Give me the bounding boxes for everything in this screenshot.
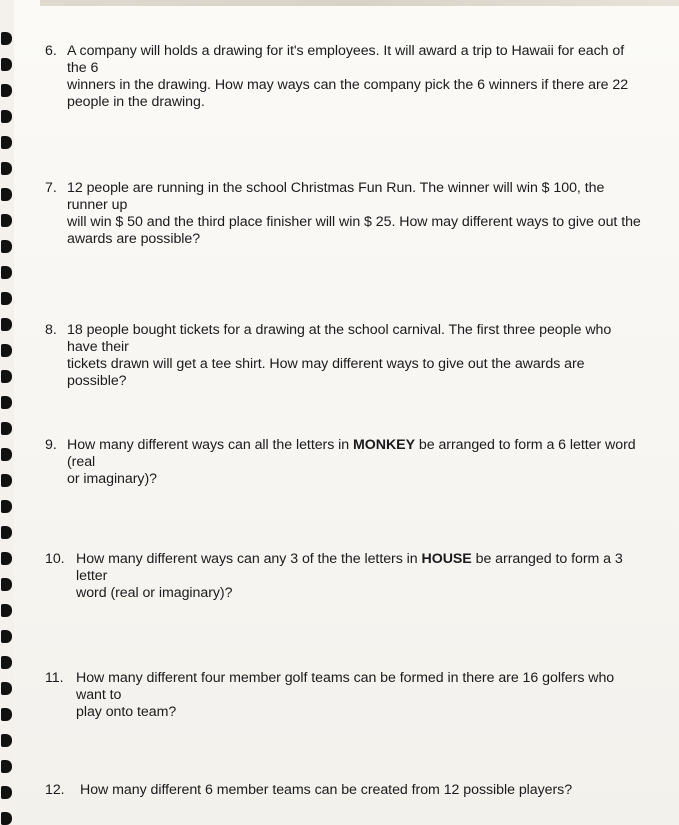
binding-hole: [1, 422, 12, 435]
question-10: [45, 551, 645, 602]
question-text-segment: be arranged to form a 3 letter: [76, 551, 623, 584]
binding-hole: [1, 656, 12, 669]
question-text-line: How many different 6 member teams can be created from 12 possible players?: [80, 782, 573, 798]
question-text-line: [45, 437, 645, 471]
binding-hole: [1, 552, 12, 565]
question-number: 6.: [45, 43, 57, 59]
binding-hole: [1, 240, 12, 253]
question-text-segment: How many different ways can all the letters in: [67, 437, 354, 453]
page-top-edge: [40, 0, 679, 6]
binding-hole: [1, 32, 12, 45]
question-6: [45, 43, 645, 111]
binding-hole: [1, 162, 12, 175]
question-number: 8.: [45, 322, 57, 338]
question-text-line: or imaginary)?: [67, 471, 157, 487]
binding-hole: [1, 812, 12, 825]
question-text-line: [45, 551, 645, 585]
question-text-line: people in the drawing.: [67, 94, 205, 110]
question-number: 10.: [45, 551, 65, 567]
binding-hole: [1, 448, 12, 461]
question-text-line: tickets drawn will get a tee shirt. How may different ways to give out the awards are possible?: [67, 356, 585, 389]
question-9: [45, 437, 645, 488]
binding-hole: [1, 214, 12, 227]
question-number: 9.: [45, 437, 57, 453]
binding-hole: [1, 344, 12, 357]
binding-hole: [1, 734, 12, 747]
question-text-line: awards are possible?: [67, 231, 201, 247]
binding-hole: [1, 708, 12, 721]
binding-hole: [1, 58, 12, 71]
question-text-line: word (real or imaginary)?: [76, 585, 233, 601]
binding-hole: [1, 630, 12, 643]
binding-hole: [1, 266, 12, 279]
binding-hole: [1, 500, 12, 513]
question-text-line: A company will holds a drawing for it's employees. It will award a trip to Hawaii for each of the 6: [67, 43, 625, 76]
word-house: HOUSE: [421, 551, 472, 567]
binding-hole: [1, 604, 12, 617]
question-text-line: winners in the drawing. How may ways can the company pick the 6 winners if there are 22: [67, 77, 629, 93]
binding-hole: [1, 110, 12, 123]
question-11: [45, 670, 645, 721]
binding-hole: [1, 682, 12, 695]
binding-hole: [1, 474, 12, 487]
question-text-line: 18 people bought tickets for a drawing at the school carnival. The first three people who have their: [67, 322, 612, 355]
binding-hole: [1, 136, 12, 149]
question-text-line: How many different four member golf teams can be formed in there are 16 golfers who want to: [76, 670, 615, 703]
question-number: 11.: [45, 670, 64, 686]
binding-hole: [1, 760, 12, 773]
question-text-segment: How many different ways can any 3 of the the letters in: [76, 551, 422, 567]
binding-hole: [1, 318, 12, 331]
question-number: 12.: [45, 782, 65, 798]
spiral-binding: [0, 0, 18, 823]
binding-hole: [1, 84, 12, 97]
binding-hole: [1, 292, 12, 305]
binding-hole: [1, 396, 12, 409]
question-text-segment: be arranged to form a 6 letter word (real: [67, 437, 636, 470]
question-text-line: 12 people are running in the school Christmas Fun Run. The winner will win $ 100, the runner up: [67, 180, 605, 213]
binding-hole: [1, 526, 12, 539]
binding-hole: [1, 786, 12, 799]
binding-hole: [1, 370, 12, 383]
question-number: 7.: [45, 180, 57, 196]
binding-hole: [1, 188, 12, 201]
question-text-line: will win $ 50 and the third place finisher will win $ 25. How may different ways to give out the: [67, 214, 641, 230]
binding-hole: [1, 578, 12, 591]
question-text-line: play onto team?: [76, 704, 177, 720]
question-12: [45, 782, 645, 799]
question-8: [45, 322, 645, 390]
question-7: [45, 180, 645, 248]
word-monkey: MONKEY: [353, 437, 415, 453]
